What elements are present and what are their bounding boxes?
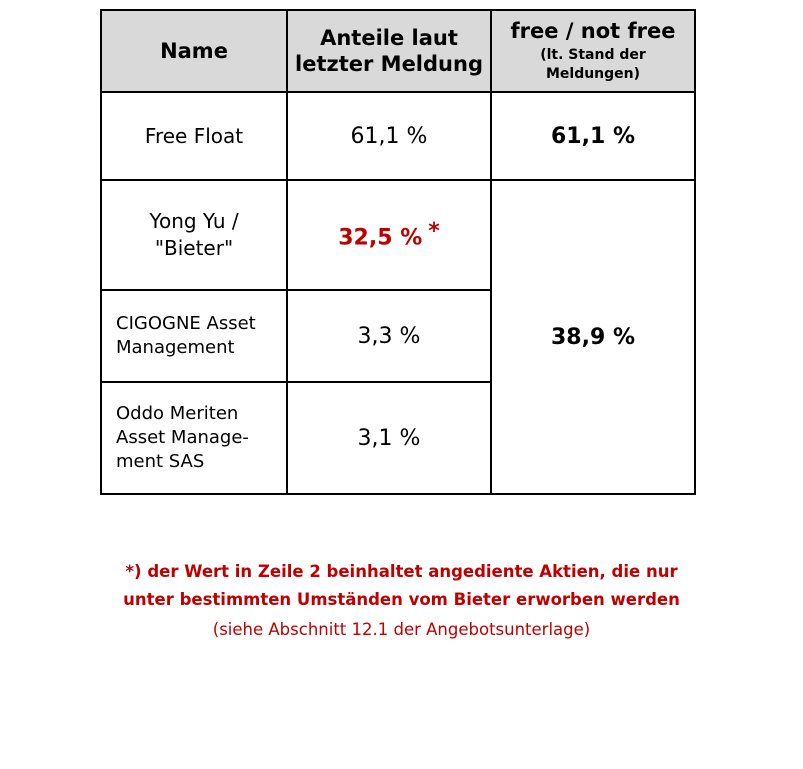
row-share-value: 61,1 %	[350, 123, 428, 149]
row-label: Oddo Meriten Asset Manage- ment SAS	[116, 402, 249, 473]
footnote-line-2: unter bestimmten Umständen vom Bieter erworben werden	[123, 590, 680, 610]
cell-name-oddo-meriten	[101, 382, 287, 494]
row-label: CIGOGNE Asset Management	[116, 312, 256, 358]
column-header-free-sublabel: (lt. Stand der Meldungen)	[540, 47, 646, 82]
row-label: Yong Yu / "Bieter"	[149, 209, 239, 260]
row-free-value: 61,1 %	[551, 123, 635, 149]
table-row	[101, 180, 695, 290]
cell-share-oddo-meriten	[287, 382, 491, 494]
cell-free-not-free-group	[491, 180, 695, 494]
column-header-share-label: Anteile laut letzter Meldung	[295, 25, 483, 76]
footnote-line-3: (siehe Abschnitt 12.1 der Angebotsunterlage)	[212, 620, 591, 640]
footnote	[0, 558, 803, 645]
cell-name-yong-yu	[101, 180, 287, 290]
column-header-free	[491, 10, 695, 92]
table-body	[101, 92, 695, 494]
footnote-marker-icon: *	[428, 219, 440, 245]
column-header-share	[287, 10, 491, 92]
column-header-name-label: Name	[160, 38, 228, 63]
row-free-value: 38,9 %	[551, 324, 635, 350]
cell-share-free-float	[287, 92, 491, 180]
table-header-row	[101, 10, 695, 92]
shareholders-table	[100, 9, 696, 495]
row-share-value: 3,1 %	[357, 425, 421, 451]
row-label: Free Float	[144, 123, 244, 148]
row-share-value: 3,3 %	[357, 323, 421, 349]
cell-share-cigogne	[287, 290, 491, 382]
shareholders-table-container	[100, 9, 694, 495]
cell-free-free-float	[491, 92, 695, 180]
table-row	[101, 92, 695, 180]
column-header-name	[101, 10, 287, 92]
table-header	[101, 10, 695, 92]
footnote-line-1: *) der Wert in Zeile 2 beinhaltet angediente Aktien, die nur	[125, 562, 678, 581]
column-header-free-label: free / not free	[510, 19, 676, 44]
row-share-value: 32,5 %	[338, 225, 423, 251]
cell-share-yong-yu	[287, 180, 491, 290]
cell-name-cigogne	[101, 290, 287, 382]
cell-name-free-float	[101, 92, 287, 180]
